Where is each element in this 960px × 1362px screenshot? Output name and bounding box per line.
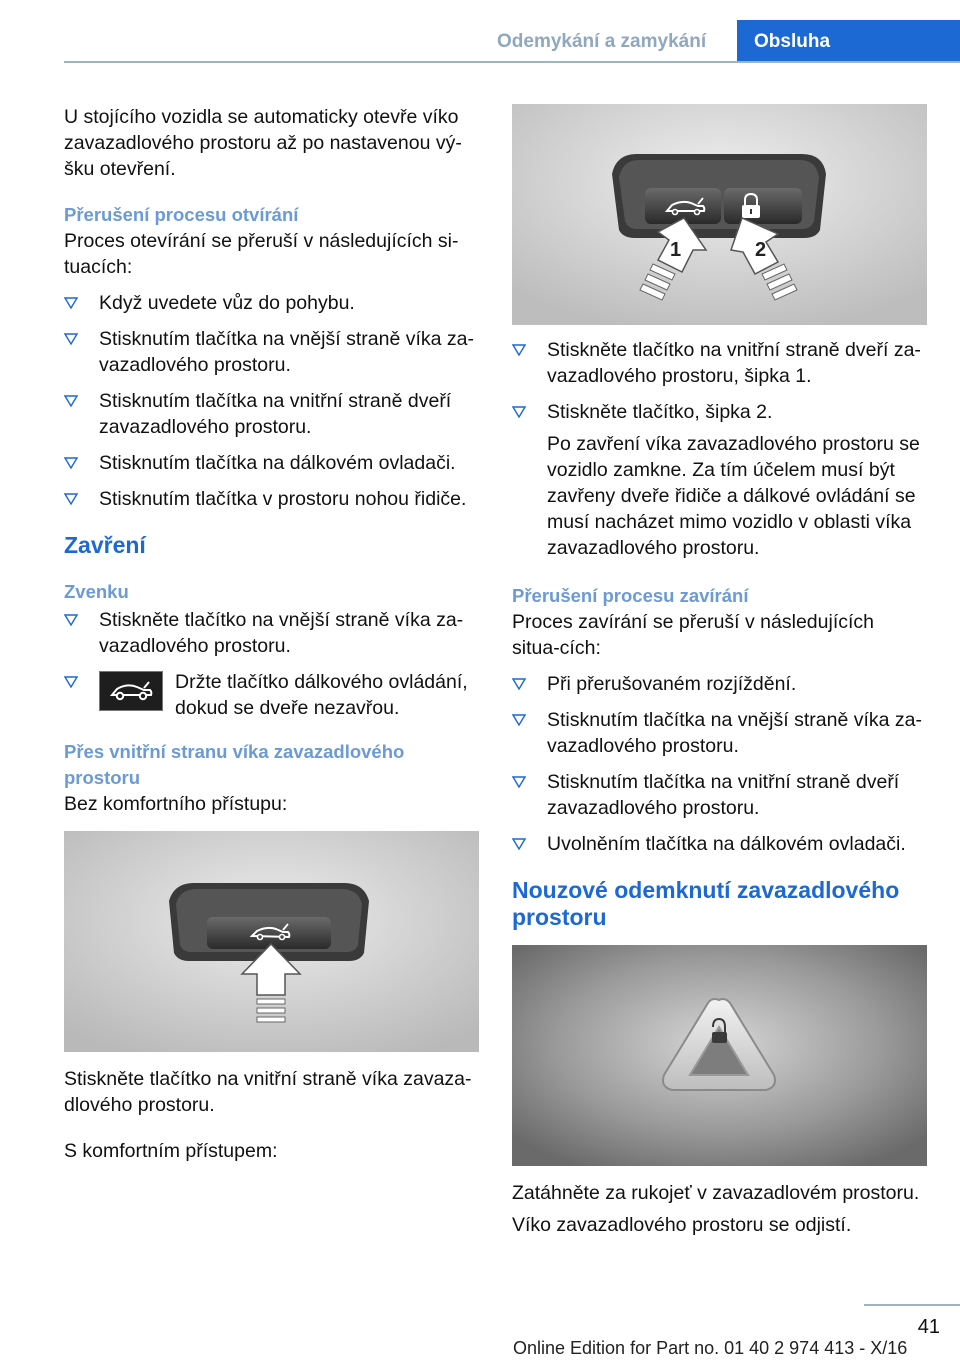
bullet-triangle-icon — [512, 406, 526, 418]
unlock-text: Víko zavazadlového prostoru se odjistí. — [512, 1214, 852, 1236]
list-item: Stisknutím tlačítka na vnitřní straně dveří zavazadlového prostoru. — [64, 388, 479, 440]
interrupt-open-list — [64, 290, 479, 512]
fig1-caption: Stiskněte tlačítko na vnitřní straně víka zavaza‐dlového prostoru. — [64, 1068, 472, 1116]
list-item: Stisknutím tlačítka na vnitřní straně dveří zavazadlového prostoru. — [512, 769, 927, 821]
car-trunk-icon — [100, 672, 162, 710]
interrupt-close-list — [512, 671, 927, 857]
list-item: Stisknutím tlačítka na vnější straně víka za‐vazadlového prostoru. — [64, 326, 479, 378]
outside-heading: Zvenku — [64, 581, 129, 602]
pull-handle-text: Zatáhněte za rukojeť v zavazadlovém prostoru. — [512, 1182, 920, 1204]
inside-heading: Přes vnitřní stranu víka zavazadlového prostoru — [64, 741, 405, 788]
figure-trunk-buttons-comfort — [512, 104, 927, 325]
bullet-triangle-icon — [512, 714, 526, 726]
left-column — [64, 104, 479, 1164]
bullet-triangle-icon — [512, 678, 526, 690]
step-2-continuation: Po zavření víka zavazadlového prostoru se vozidlo zamkne. Za tím účelem musí být zavřeny dveře řidiče a dálkové ovládání se musí nacházet mimo vozidlo v oblasti víka zavazadlového prostoru. — [547, 433, 920, 559]
header-chapter-tab: Obsluha — [737, 20, 960, 61]
interrupt-close-text: Proces zavírání se přeruší v následujících situa‐cích: — [512, 611, 874, 659]
bullet-triangle-icon — [64, 614, 78, 626]
list-item: Uvolněním tlačítka na dálkovém ovladači. — [512, 831, 927, 857]
list-item: Stisknutím tlačítka v prostoru nohou řidiče. — [64, 486, 479, 512]
edition-note: Online Edition for Part no. 01 40 2 974 413 - X/16 — [513, 1338, 908, 1358]
list-item: Když uvedete vůz do pohybu. — [64, 290, 479, 316]
right-column — [512, 104, 927, 1238]
bullet-triangle-icon — [64, 395, 78, 407]
comfort-steps-list — [512, 337, 927, 561]
bullet-triangle-icon — [64, 457, 78, 469]
close-heading: Zavření — [64, 532, 146, 558]
remote-trunk-button-icon — [99, 671, 163, 711]
list-item: Držte tlačítko dálkového ovládání, dokud se dveře nezavřou. — [64, 669, 479, 721]
header-section-title: Odemykání a zamykání — [497, 31, 707, 52]
footer-rule — [864, 1304, 960, 1306]
no-comfort-text: Bez komfortního přístupu: — [64, 793, 288, 815]
bullet-triangle-icon — [512, 776, 526, 788]
bullet-triangle-icon — [64, 493, 78, 505]
trunk-button-illustration — [64, 831, 479, 1052]
bullet-triangle-icon — [512, 838, 526, 850]
interrupt-close-heading: Přerušení procesu zavírání — [512, 585, 749, 606]
outside-list — [64, 607, 479, 721]
with-comfort-text: S komfortním přístupem: — [64, 1140, 278, 1162]
figure-trunk-button — [64, 831, 479, 1052]
bullet-triangle-icon — [64, 333, 78, 345]
list-item: Stisknutím tlačítka na vnější straně víka za‐vazadlového prostoru. — [512, 707, 927, 759]
bullet-triangle-icon — [512, 344, 526, 356]
arrow-label-2: 2 — [755, 239, 767, 261]
bullet-triangle-icon — [64, 676, 78, 688]
list-item: Stiskněte tlačítko na vnitřní straně dveří za‐vazadlového prostoru, šipka 1. — [512, 337, 927, 389]
list-item: Stisknutím tlačítka na dálkovém ovladači. — [64, 450, 479, 476]
arrow-label-1: 1 — [670, 239, 682, 261]
figure-emergency-handle — [512, 945, 927, 1166]
interrupt-open-text: Proces otevírání se přeruší v následujících si‐tuacích: — [64, 230, 459, 278]
page-number: 41 — [917, 1316, 940, 1338]
intro-paragraph: U stojícího vozidla se automaticky otevře víko zavazadlového prostoru až po nastavenou vý‐šku otevření. — [64, 106, 462, 180]
bullet-triangle-icon — [64, 297, 78, 309]
emergency-handle-illustration — [512, 945, 927, 1166]
list-item: Při přerušovaném rozjíždění. — [512, 671, 927, 697]
header-rule — [64, 61, 960, 63]
list-item: Stiskněte tlačítko, šipka 2. Po zavření víka zavazadlového prostoru se vozidlo zamkne. Za tím účelem musí být zavřeny dveře řidiče a dálkové ovládání se musí nacházet mimo vozidlo v oblasti víka zavazadlového prostoru. — [512, 399, 927, 561]
trunk-buttons-illustration — [512, 104, 927, 325]
list-item: Stiskněte tlačítko na vnější straně víka za‐vazadlového prostoru. — [64, 607, 479, 659]
emergency-heading: Nouzové odemknutí zavazadlového prostoru — [512, 877, 900, 930]
interrupt-open-heading: Přerušení procesu otvírání — [64, 204, 299, 225]
